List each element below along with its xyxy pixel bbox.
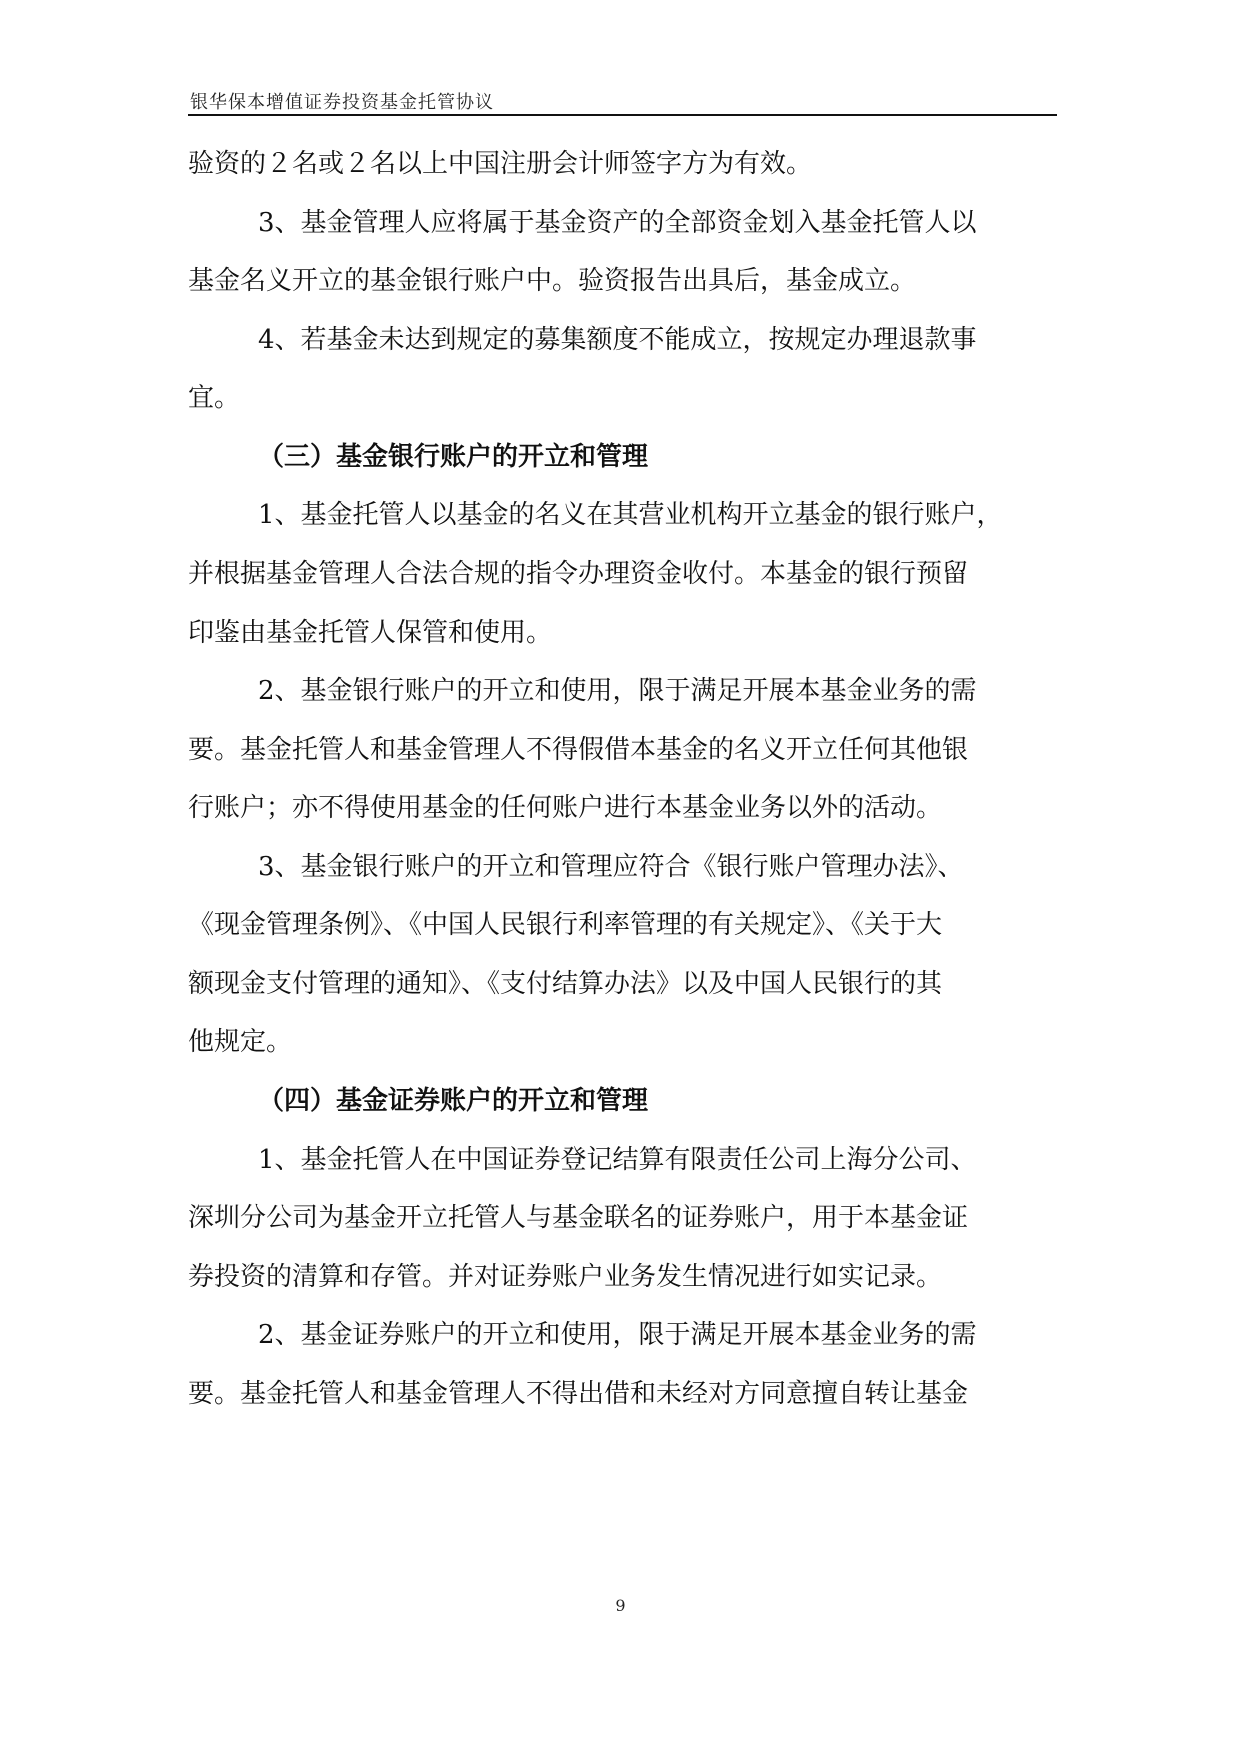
header-rule bbox=[188, 114, 1057, 116]
body-line: 基金名义开立的基金银行账户中。验资报告出具后，基金成立。 bbox=[188, 266, 917, 296]
body-line: 2、基金证券账户的开立和使用，限于满足开展本基金业务的需 bbox=[258, 1320, 977, 1350]
body-line: 1、基金托管人在中国证券登记结算有限责任公司上海分公司、 bbox=[258, 1145, 977, 1175]
body-line: 他规定。 bbox=[188, 1027, 293, 1057]
body-line: 2、基金银行账户的开立和使用，限于满足开展本基金业务的需 bbox=[258, 676, 977, 706]
running-header: 银华保本增值证券投资基金托管协议 bbox=[190, 92, 494, 113]
body-line: 验资的２名或２名以上中国注册会计师签字方为有效。 bbox=[188, 149, 813, 179]
body-line: 要。基金托管人和基金管理人不得出借和未经对方同意擅自转让基金 bbox=[188, 1379, 969, 1409]
body-line: 深圳分公司为基金开立托管人与基金联名的证券账户，用于本基金证 bbox=[188, 1203, 969, 1233]
body-line: 3、基金管理人应将属于基金资产的全部资金划入基金托管人以 bbox=[258, 208, 977, 238]
section-heading-4: （四）基金证券账户的开立和管理 bbox=[258, 1086, 649, 1116]
section-heading-3: （三）基金银行账户的开立和管理 bbox=[258, 442, 649, 472]
body-line: 1、基金托管人以基金的名义在其营业机构开立基金的银行账户， bbox=[258, 500, 1003, 530]
body-line: 要。基金托管人和基金管理人不得假借本基金的名义开立任何其他银 bbox=[188, 735, 969, 765]
body-line: 3、基金银行账户的开立和管理应符合《银行账户管理办法》、 bbox=[258, 852, 964, 882]
body-line: 《现金管理条例》、《中国人民银行利率管理的有关规定》、《关于大 bbox=[188, 910, 943, 940]
body-line: 额现金支付管理的通知》、《支付结算办法》以及中国人民银行的其 bbox=[188, 969, 943, 999]
body-line: 4、若基金未达到规定的募集额度不能成立，按规定办理退款事 bbox=[258, 325, 977, 355]
page-number: 9 bbox=[615, 1596, 626, 1615]
body-line: 宜。 bbox=[188, 383, 241, 413]
body-line: 印鉴由基金托管人保管和使用。 bbox=[188, 618, 553, 648]
body-line: 券投资的清算和存管。并对证券账户业务发生情况进行如实记录。 bbox=[188, 1262, 943, 1292]
body-line: 行账户；亦不得使用基金的任何账户进行本基金业务以外的活动。 bbox=[188, 793, 943, 823]
body-line: 并根据基金管理人合法合规的指令办理资金收付。本基金的银行预留 bbox=[188, 559, 969, 589]
